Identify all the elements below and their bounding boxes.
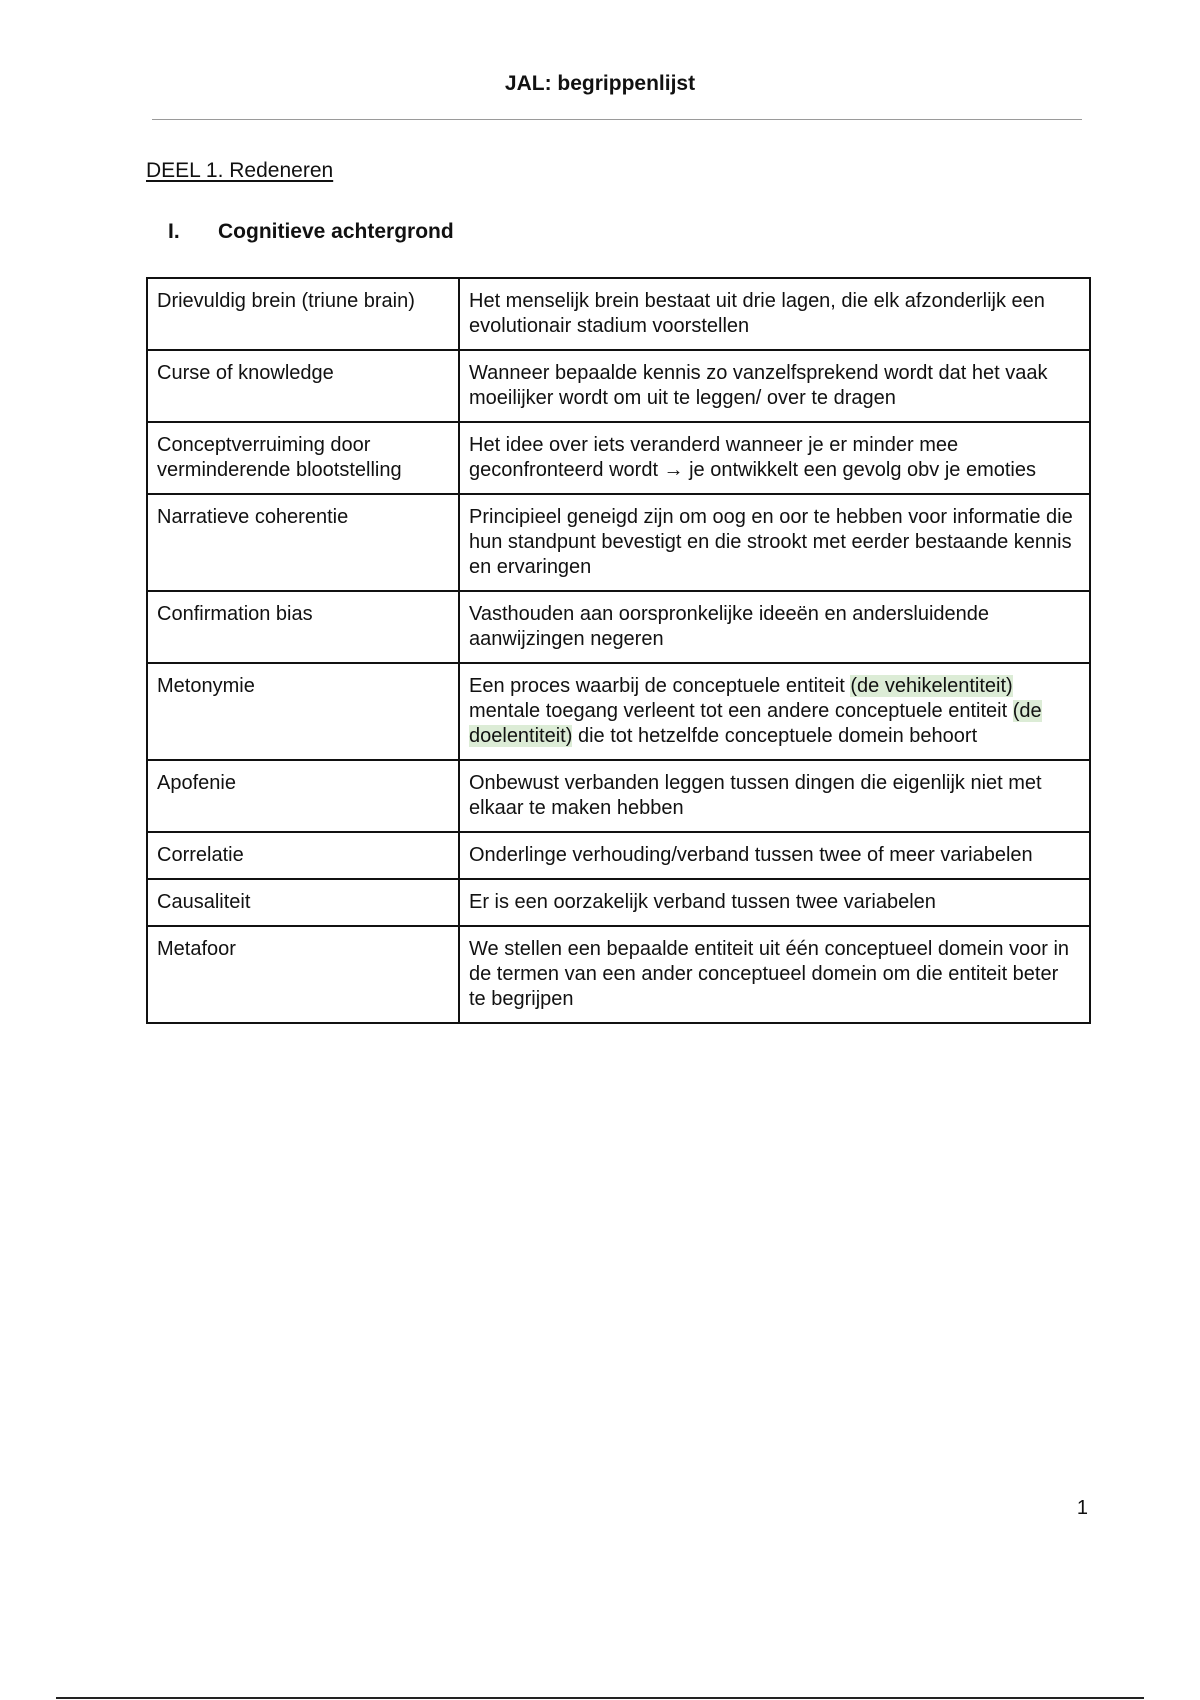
term-cell: Correlatie <box>147 832 459 879</box>
term-cell: Apofenie <box>147 760 459 832</box>
glossary-table-container <box>146 277 1091 1024</box>
highlighted-text: (de vehikelentiteit) <box>850 675 1013 697</box>
definition-cell <box>459 663 1090 760</box>
term-cell: Metafoor <box>147 926 459 1023</box>
table-row <box>147 422 1090 494</box>
table-row <box>147 494 1090 591</box>
definition-cell: Onbewust verbanden leggen tussen dingen die eigenlijk niet met elkaar te maken hebben <box>459 760 1090 832</box>
term-cell: Drievuldig brein (triune brain) <box>147 278 459 350</box>
document-title: JAL: begrippenlijst <box>504 72 696 95</box>
definition-cell: Principieel geneigd zijn om oog en oor te hebben voor informatie die hun standpunt bevestigt en die strookt met eerder bestaande kennis en ervaringen <box>459 494 1090 591</box>
term-cell: Causaliteit <box>147 879 459 926</box>
title-divider <box>152 119 1082 120</box>
definition-text: mentale toegang verleent tot een andere conceptuele entiteit <box>469 700 1013 722</box>
table-row <box>147 591 1090 663</box>
table-row <box>147 760 1090 832</box>
definition-cell: Onderlinge verhouding/verband tussen twee of meer variabelen <box>459 832 1090 879</box>
term-cell: Metonymie <box>147 663 459 760</box>
page-number: 1 <box>1076 1497 1088 1519</box>
table-row <box>147 879 1090 926</box>
definition-cell: Vasthouden aan oorspronkelijke ideeën en andersluidende aanwijzingen negeren <box>459 591 1090 663</box>
term-cell: Curse of knowledge <box>147 350 459 422</box>
definition-cell: We stellen een bepaalde entiteit uit één conceptueel domein voor in de termen van een ander conceptueel domein om die entiteit beter te begrijpen <box>459 926 1090 1023</box>
definition-text: die tot hetzelfde conceptuele domein behoort <box>572 725 978 747</box>
table-row <box>147 663 1090 760</box>
term-cell: Conceptverruiming door verminderende blootstelling <box>147 422 459 494</box>
definition-cell: Het menselijk brein bestaat uit drie lagen, die elk afzonderlijk een evolutionair stadium voorstellen <box>459 278 1090 350</box>
subsection-number: I. <box>168 220 180 243</box>
glossary-table <box>146 277 1091 1024</box>
table-row <box>147 926 1090 1023</box>
table-row <box>147 832 1090 879</box>
subsection-heading <box>168 220 454 244</box>
term-cell: Narratieve coherentie <box>147 494 459 591</box>
table-row <box>147 278 1090 350</box>
definition-cell: Wanneer bepaalde kennis zo vanzelfsprekend wordt dat het vaak moeilijker wordt om uit te leggen/ over te dragen <box>459 350 1090 422</box>
subsection-title: Cognitieve achtergrond <box>218 220 454 243</box>
highlighted-text: (de doelentiteit) <box>469 700 1042 747</box>
term-cell: Confirmation bias <box>147 591 459 663</box>
page-bottom-divider <box>56 1697 1144 1699</box>
definition-text: Een proces waarbij de conceptuele entiteit <box>469 675 851 697</box>
table-row <box>147 350 1090 422</box>
definition-cell: Er is een oorzakelijk verband tussen twee variabelen <box>459 879 1090 926</box>
section-heading: DEEL 1. Redeneren <box>146 159 334 182</box>
definition-cell: Het idee over iets veranderd wanneer je er minder mee geconfronteerd wordt → je ontwikkelt een gevolg obv je emoties <box>459 422 1090 494</box>
